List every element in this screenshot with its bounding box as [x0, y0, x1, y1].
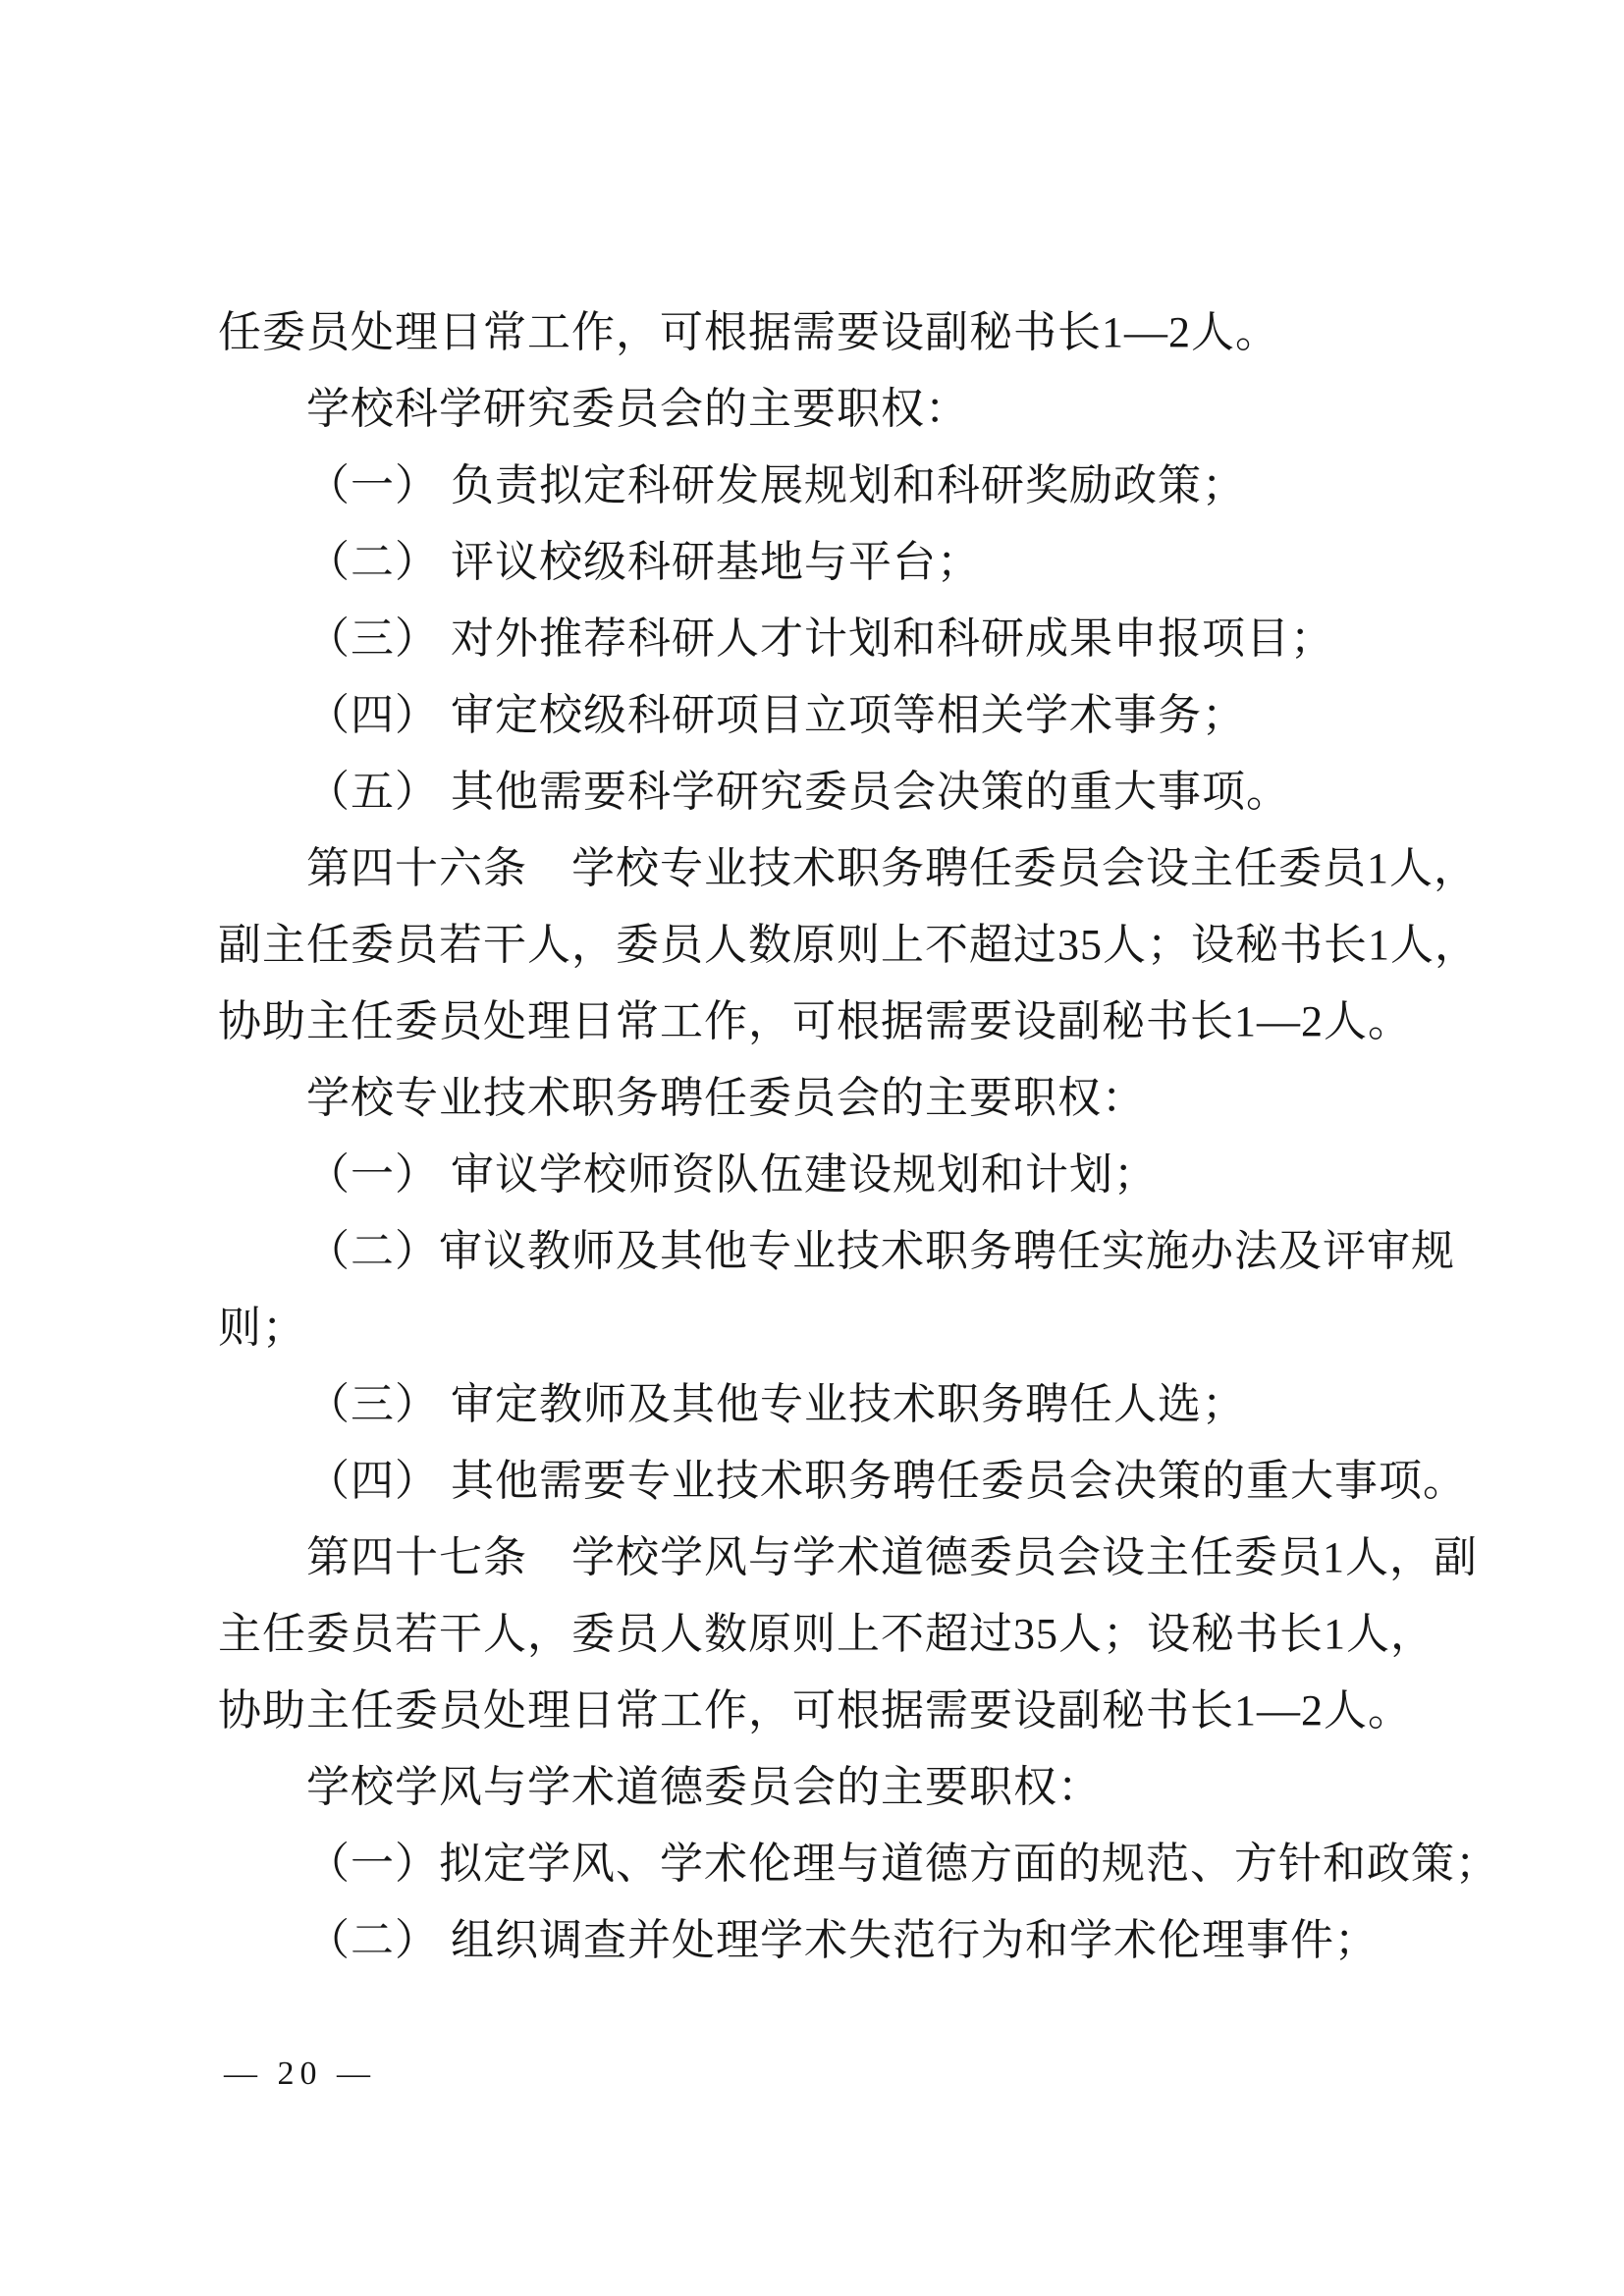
text-line-21: （一）拟定学风、学术伦理与道德方面的规范、方针和政策； — [306, 1840, 1499, 1888]
text-line-6: （四） 审定校级科研项目立项等相关学术事务； — [306, 691, 1246, 739]
page-number: — 20 — — [224, 2056, 376, 2092]
text-line-4: （二） 评议校级科研基地与平台； — [306, 538, 981, 586]
text-line-11: 学校专业技术职务聘任委员会的主要职权： — [306, 1074, 1146, 1122]
text-line-7: （五） 其他需要科学研究委员会决策的重大事项。 — [306, 768, 1290, 816]
text-line-22: （二） 组织调查并处理学术失范行为和学术伦理事件； — [306, 1916, 1379, 1964]
text-line-15: （三） 审定教师及其他专业技术职务聘任人选； — [306, 1380, 1246, 1428]
text-line-13: （二）审议教师及其他专业技术职务聘任实施办法及评审规 — [306, 1227, 1455, 1275]
text-line-12: （一） 审议学校师资队伍建设规划和计划； — [306, 1150, 1158, 1199]
text-line-5: （三） 对外推荐科研人才计划和科研成果申报项目； — [306, 614, 1334, 663]
text-line-3: （一） 负责拟定科研发展规划和科研奖励政策； — [306, 461, 1246, 509]
text-line-18: 主任委员若干人，委员人数原则上不超过35人；设秘书长1人， — [218, 1610, 1435, 1658]
text-line-16: （四） 其他需要专业技术职务聘任委员会决策的重大事项。 — [306, 1457, 1467, 1505]
text-line-2: 学校科学研究委员会的主要职权： — [306, 385, 969, 433]
text-block — [218, 294, 1499, 1979]
text-line-14: 则； — [218, 1304, 306, 1352]
text-line-17: 第四十七条 学校学风与学术道德委员会设主任委员1人，副 — [306, 1533, 1478, 1581]
text-line-10: 协助主任委员处理日常工作，可根据需要设副秘书长1—2人。 — [218, 997, 1412, 1045]
text-line-1: 任委员处理日常工作，可根据需要设副秘书长1—2人。 — [218, 308, 1279, 356]
text-line-19: 协助主任委员处理日常工作，可根据需要设副秘书长1—2人。 — [218, 1686, 1412, 1735]
text-line-8: 第四十六条 学校专业技术职务聘任委员会设主任委员1人， — [306, 844, 1478, 892]
text-line-20: 学校学风与学术道德委员会的主要职权： — [306, 1763, 1102, 1811]
text-line-9: 副主任委员若干人，委员人数原则上不超过35人；设秘书长1人， — [218, 921, 1479, 969]
